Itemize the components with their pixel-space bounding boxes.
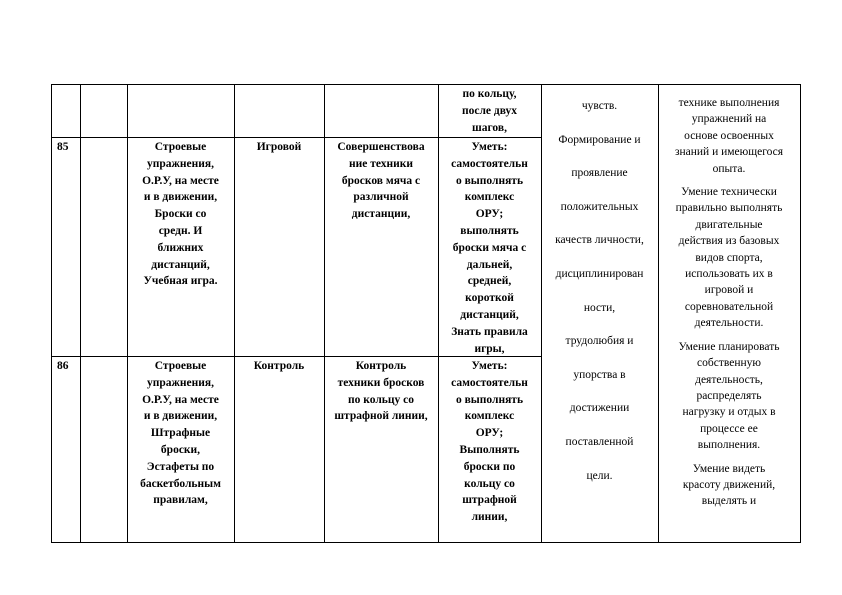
cell-line: упражнения, [147,157,214,170]
row-86-goal [324,358,438,425]
cell-meta-results [658,95,800,510]
cell-line: Эстафеты по [146,460,215,473]
cell-line: упорства в [573,368,626,381]
cell-line: процессе ее [700,422,758,435]
cell-line: шагов, [472,121,507,134]
cell-line: качеств личности, [555,234,644,247]
cell-line: самостоятельн [451,376,528,389]
cell-line: Умение технически [681,186,777,199]
cell-line: кольцу со [464,477,515,490]
cell-personal-results [541,98,658,484]
line-gap [541,283,658,300]
cell-line: упражнения, [147,376,214,389]
row-86-content [127,358,234,509]
row-85-skills [438,139,541,357]
line-gap [541,182,658,199]
line-gap [541,350,658,367]
cell-line: и в движении, [143,191,218,204]
cell-line: Уметь: [471,141,508,153]
cell-line: Выполнять [459,443,520,456]
cell-line: ОРУ; [475,208,504,221]
cell-line: игры, [474,342,505,355]
cell-line: о выполнять [455,393,524,406]
cell-line: распределять [696,389,762,402]
cell-line: Контроль [355,360,407,372]
row-86-lesson-type: Контроль [253,360,305,372]
cell-line: штрафной линии, [334,410,428,423]
cell-line: опыта. [712,162,746,175]
cell-line: комплекс [464,191,515,204]
cell-line: самостоятельн [451,157,528,170]
line-gap [541,115,658,132]
cell-line: Броски со [154,208,207,221]
cell-line: чувств. [581,100,618,112]
cell-line: знаний и имеющегося [674,146,784,159]
cell-line: по кольцу со [348,393,414,406]
line-gap [541,148,658,165]
cell-line: Умение планировать [678,340,780,353]
cell-line: Уметь: [471,360,508,372]
cell-line: выделять и [701,495,757,508]
cell-line: действия из базовых [678,235,780,248]
cell-line: о выполнять [455,174,524,187]
cell-line: собственную [697,357,761,370]
cell-line: Строевые [154,141,207,153]
cell-line: трудолюбия и [565,335,634,348]
cell-line: средн. И [158,224,203,237]
cell-line: техники бросков [337,376,425,389]
cell-line: дальней, [466,258,513,271]
line-gap [541,417,658,434]
cell-line: О.Р.У, на месте [142,174,219,187]
cell-line: Умение видеть [692,462,766,475]
cell-line: бросков мяча с [341,174,421,187]
cell-line: двигательные [695,218,763,231]
cell-line: после двух [461,104,518,117]
cell-line: Штрафные [150,427,211,440]
cell-line: упражнений на [691,113,767,126]
cell-line: штрафной [462,494,517,507]
line-gap [541,451,658,468]
cell-line: красоту движений, [682,478,776,491]
cell-line: соревновательной [684,300,774,313]
cell-line: броски мяча с [452,241,527,254]
cell-line: Учебная игра. [143,275,218,288]
row-85-content [127,139,234,290]
cell-line: комплекс [464,410,515,423]
cell-line: дистанций, [460,308,519,321]
cell-line: Строевые [154,360,207,372]
cell-line: нагрузку и отдых в [682,406,776,419]
cell-line: правилам, [153,494,208,507]
cell-line: положительных [560,200,639,213]
cell-line: различной [353,191,409,204]
cell-line: дисциплинирован [555,267,644,280]
cell-line: использовать их в [685,268,773,281]
cell-line: видов спорта, [695,251,763,264]
row-85-goal [324,139,438,223]
cell-line: ности, [583,301,616,314]
cell-line: правильно выполнять [675,202,783,215]
cell-line: ближних [157,241,204,254]
cell-line: дистанции, [351,208,411,221]
cell-line: броски по [463,460,516,473]
row-86-skills [438,358,541,526]
cell-line: выполнения. [697,439,761,452]
line-gap [541,384,658,401]
cell-line: баскетбольным [140,477,221,490]
cell-line: основе освоенных [684,129,774,142]
cell-line: дистанций, [151,258,210,271]
cell-line: ние техники [348,157,413,170]
cell-line: технике выполнения [678,97,780,109]
cell-line: О.Р.У, на месте [142,393,219,406]
cell-line: Формирование и [558,133,641,146]
cell-line: деятельности. [694,317,764,330]
row-85-lesson-type: Игровой [256,141,302,153]
cell-line: цели. [586,469,613,482]
line-gap [541,249,658,266]
cell-top-skills [438,86,541,136]
row-85-number: 85 [57,141,69,153]
cell-line: ОРУ; [475,427,504,440]
line-gap [541,316,658,333]
cell-line: Совершенствова [337,141,425,153]
cell-line: средней, [467,275,512,288]
cell-line: достижении [569,402,630,415]
cell-line: игровой и [704,284,754,297]
cell-line: по кольцу, [462,88,517,100]
cell-line: Знать правила [451,325,528,338]
row-86-number: 86 [57,360,69,372]
cell-line: линии, [471,511,508,524]
line-gap [541,216,658,233]
cell-line: поставленной [565,435,634,448]
cell-line: короткой [465,292,514,305]
cell-line: проявление [571,167,628,180]
cell-line: выполнять [460,224,519,237]
cell-line: броски, [160,443,201,456]
cell-line: и в движении, [143,410,218,423]
cell-line: деятельность, [695,373,763,386]
